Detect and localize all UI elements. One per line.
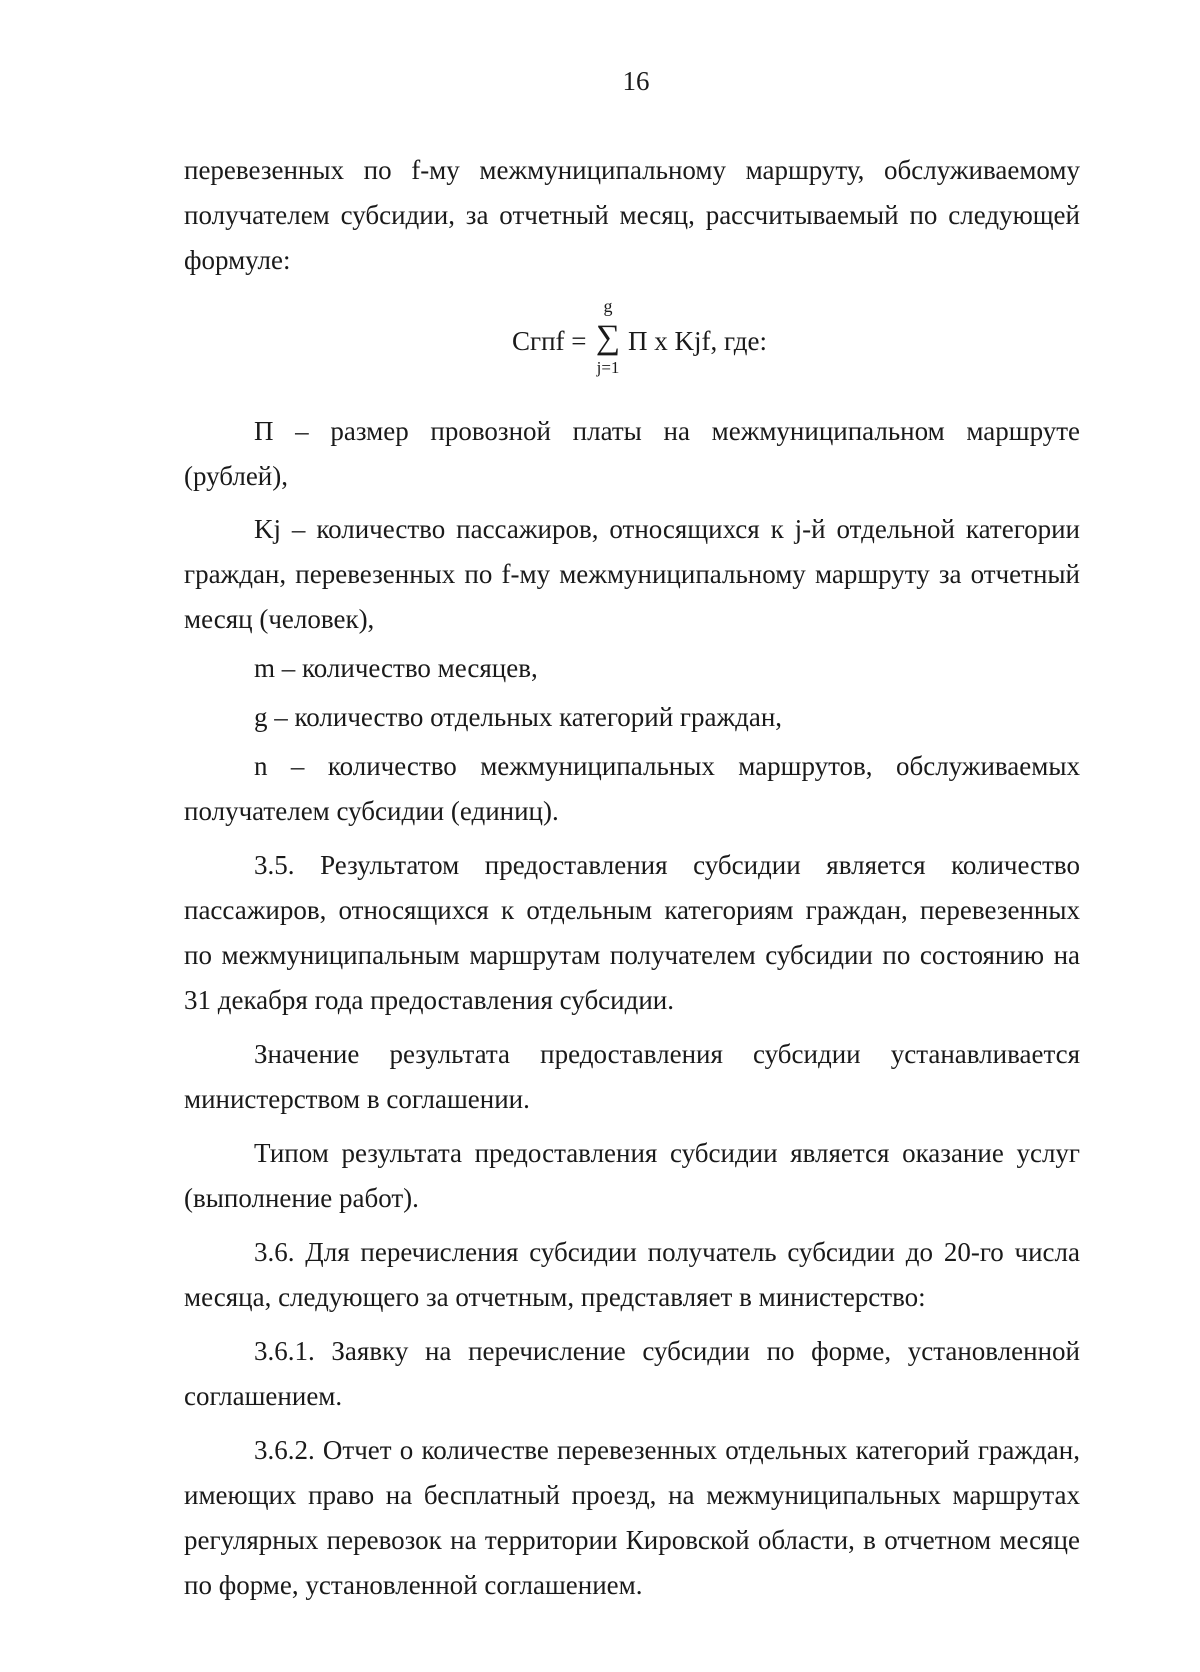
paragraph-section-3-6-1: 3.6.1. Заявку на перечисление субсидии по форме, установленной соглашением. <box>184 1336 1080 1411</box>
formula <box>184 289 1080 389</box>
paragraph-result-type: Типом результата предоставления субсидии является оказание услуг (выполнение работ). <box>184 1138 1080 1213</box>
page-number: 16 <box>622 66 650 96</box>
formula-lhs: Сгпf = <box>512 326 587 356</box>
paragraph-section-3-6-2: 3.6.2. Отчет о количестве перевезенных отдельных категорий граждан, имеющих право на бесплатный проезд, на межмуниципальных маршрутах регулярных перевозок на территории Кировской области, в отчетном месяце по форме, установленной соглашением. <box>184 1435 1080 1600</box>
paragraph-definition-m: m – количество месяцев, <box>254 653 538 683</box>
paragraph-result-value: Значение результата предоставления субсидии устанавливается министерством в соглашении. <box>184 1039 1080 1114</box>
paragraph-section-3-6: 3.6. Для перечисления субсидии получатель субсидии до 20-го числа месяца, следующего за отчетным, представляет в министерство: <box>184 1237 1080 1312</box>
paragraph-section-3-5: 3.5. Результатом предоставления субсидии является количество пассажиров, относящихся к отдельным категориям граждан, перевезенных по межмуниципальным маршрутам получателем субсидии по состоянию на 31 декабря года предоставления субсидии. <box>184 850 1080 1015</box>
paragraph-definition-kj: Kj – количество пассажиров, относящихся к j-й отдельной категории граждан, перевезенных по f-му межмуниципальному маршруту за отчетный месяц (человек), <box>184 514 1080 634</box>
paragraph-definition-p: П – размер провозной платы на межмуниципальном маршруте (рублей), <box>184 416 1080 491</box>
paragraph-definition-n: n – количество межмуниципальных маршрутов, обслуживаемых получателем субсидии (единиц). <box>184 751 1080 826</box>
document-body <box>184 148 1080 1608</box>
paragraph-formula-intro: перевезенных по f-му межмуниципальному маршруту, обслуживаемому получателем субсидии, за отчетный месяц, рассчитываемый по следующей формуле: <box>184 155 1080 275</box>
paragraph-definition-g: g – количество отдельных категорий граждан, <box>254 702 783 732</box>
formula-rhs: П x Kjf, где: <box>628 326 767 356</box>
summation-lower-limit: j=1 <box>596 358 620 377</box>
summation <box>594 296 622 377</box>
summation-upper-limit: g <box>603 296 613 316</box>
summation-sign: ∑ <box>595 319 621 356</box>
